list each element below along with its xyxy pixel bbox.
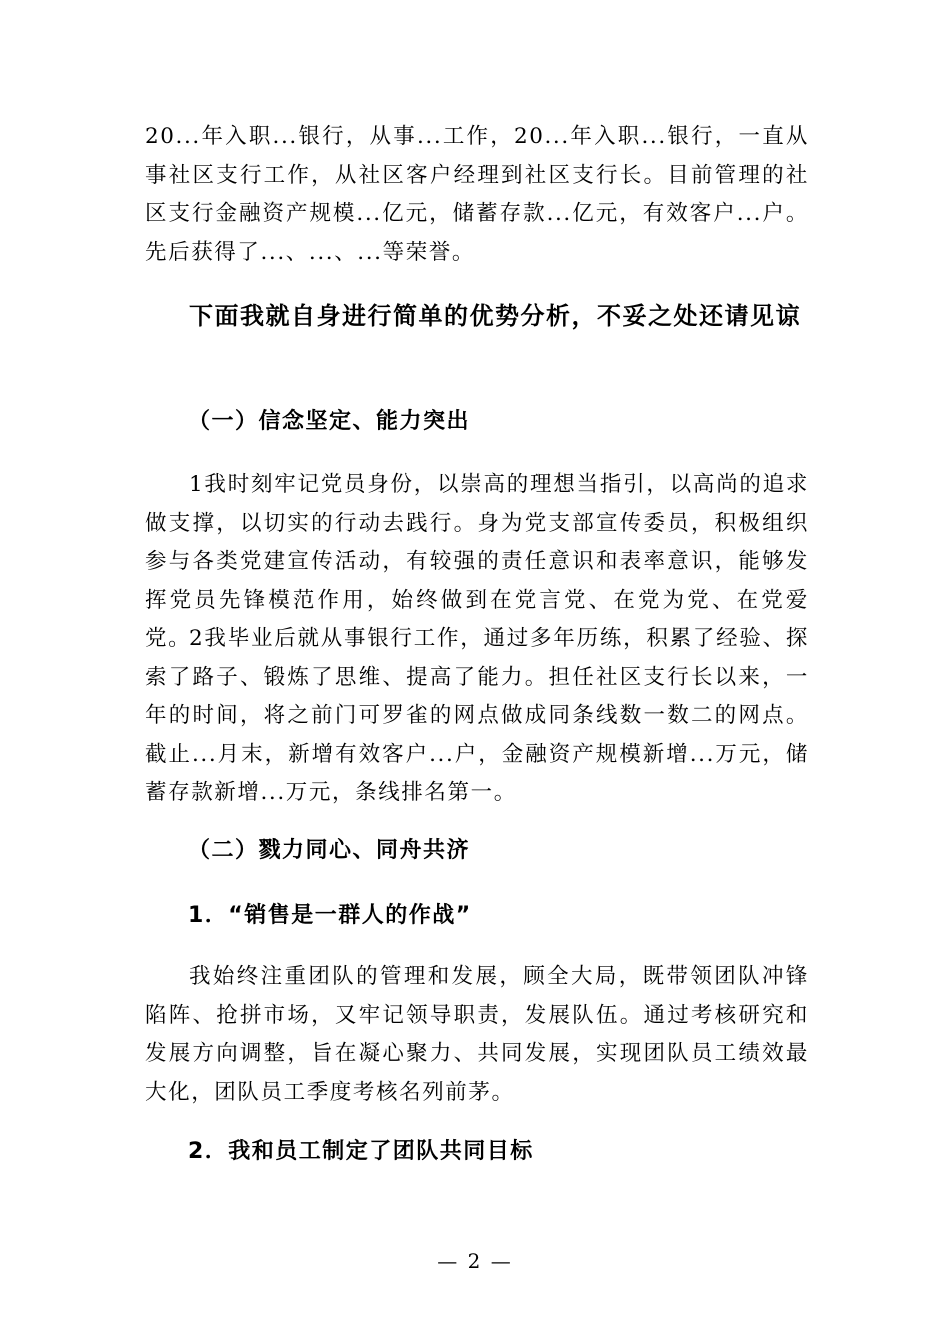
section2-title: （二）戮力同心、同舟共济 (188, 838, 471, 863)
section2-subheading2: 2．我和员工制定了团队共同目标 (188, 1139, 534, 1164)
intro-paragraph: 20...年入职...银行，从事...工作，20...年入职...银行，一直从事社区支行工作，从社区客户经理到社区支行长。目前管理的社区支行金融资产规模...亿元，储蓄存款...亿元，有效客户...户。先后获得了...、...、...等荣誉。 (145, 124, 809, 265)
section2-subheading1: 1．“销售是一群人的作战” (188, 903, 472, 928)
section1-paragraph1: 1我时刻牢记党员身份，以崇高的理想当指引，以高尚的追求做支撑，以切实的行动去践行。身为党支部宣传委员，积极组织参与各类党建宣传活动，有较强的责任意识和表率意识，能够发挥党员先锋模范作用，始终做到在党言党、在党为党、在党爱党。 (145, 472, 809, 651)
main-heading: 下面我就自身进行简单的优势分析，不妥之处还请见谅 (189, 302, 801, 330)
page-number: — 2 — (437, 1249, 513, 1273)
section2-paragraph1: 我始终注重团队的管理和发展，顾全大局，既带领团队冲锋陷阵、抢拼市场，又牢记领导职责，发展队伍。通过考核研究和发展方向调整，旨在凝心聚力、共同发展，实现团队员工绩效最大化，团队员工季度考核名列前茅。 (145, 964, 809, 1105)
section1-title: （一）信念坚定、能力突出 (188, 409, 471, 434)
section1-paragraph2: 2我毕业后就从事银行工作，通过多年历练，积累了经验、探索了路子、锻炼了思维、提高了能力。担任社区支行长以来，一年的时间，将之前门可罗雀的网点做成同条线数一数二的网点。截止...月末，新增有效客户...户，金融资产规模新增...万元，储蓄存款新增...万元，条线排名第一。 (145, 626, 809, 805)
